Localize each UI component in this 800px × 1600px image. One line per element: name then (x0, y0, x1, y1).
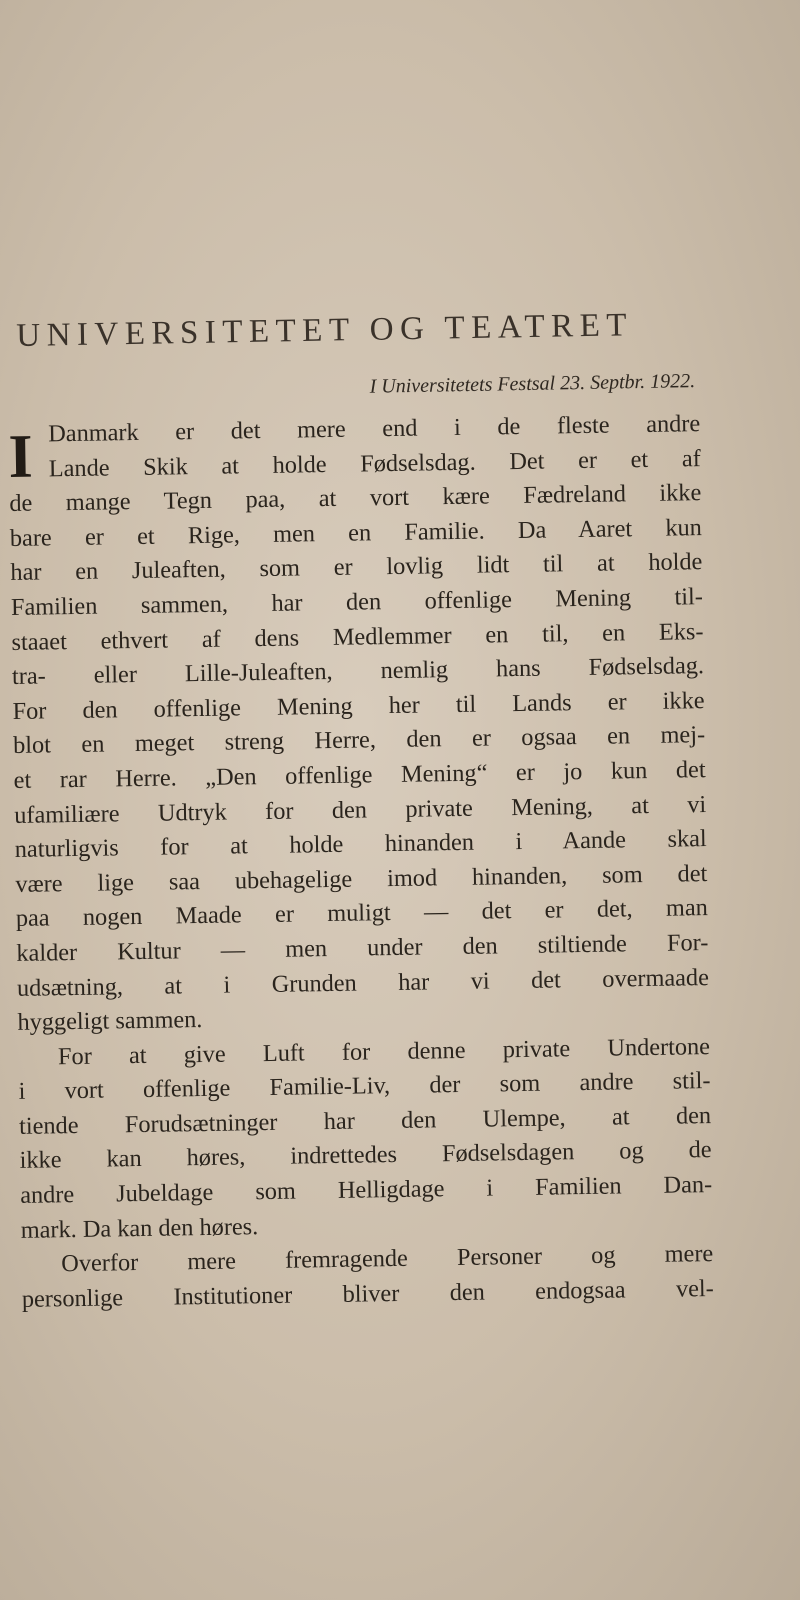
text-line: i vort offenlige Familie-Liv, der som andre stil- (18, 1067, 711, 1106)
chapter-title: UNIVERSITETET OG TEATRET (16, 307, 634, 354)
text-line: ikke kan høres, indrettedes Fødselsdagen og de (19, 1136, 712, 1175)
text-line: Lande Skik at holde Fødselsdag. Det er et af (48, 444, 701, 482)
text-line: Familien sammen, har den offenlige Mening til- (10, 583, 704, 621)
text-line: personlige Institutioner bliver den endogsaa vel- (21, 1274, 714, 1313)
text-line: være lige saa ubehagelige imod hinanden, som det (15, 859, 708, 898)
text-line: blot en meget streng Herre, den er ogsaa en mej- (12, 721, 706, 760)
text-line: de mange Tegn paa, at vort kære Fædreland ikke (9, 479, 702, 518)
text-line: mark. Da kan den høres. (20, 1212, 259, 1244)
body-text (8, 407, 714, 1317)
text-line: ufamiliære Udtryk for den private Mening, at vi (14, 790, 707, 829)
text-line: hyggeligt sammen. (17, 1006, 203, 1037)
text-line: tiende Forudsætninger har den Ulempe, at den (18, 1101, 712, 1140)
text-line: tra- eller Lille-Juleaften, nemlig hans Fødselsdag. (11, 652, 705, 691)
text-line: For den offenlige Mening her til Lands er ikke (12, 686, 705, 725)
text-line: kalder Kultur — men under den stiltiende For- (16, 928, 709, 967)
text-line: bare er et Rige, men en Familie. Da Aaret kun (9, 513, 703, 552)
text-line: staaet ethvert af dens Medlemmer en til, en Eks- (11, 617, 704, 656)
text-line: Overfor mere fremragende Personer og mere (61, 1240, 714, 1278)
text-line: paa nogen Maade er muligt — det er det, man (15, 894, 708, 933)
text-line: Danmark er det mere end i de fleste andre (48, 410, 701, 448)
text-line: andre Jubeldage som Helligdage i Familien Dan- (20, 1171, 713, 1209)
text-line: har en Juleaften, som er lovlig lidt til at holde (10, 548, 703, 587)
text-line: et rar Herre. „Den offenlige Mening“ er jo kun det (13, 756, 706, 794)
chapter-dateline: I Universitetets Festsal 23. Septbr. 1922. (369, 370, 696, 398)
text-line: udsætning, at i Grunden har vi det overmaade (16, 963, 710, 1002)
text-line: naturligvis for at holde hinanden i Aande skal (14, 825, 707, 864)
drop-cap: I (8, 422, 34, 491)
text-line: For at give Luft for denne private Undertone (57, 1032, 711, 1070)
